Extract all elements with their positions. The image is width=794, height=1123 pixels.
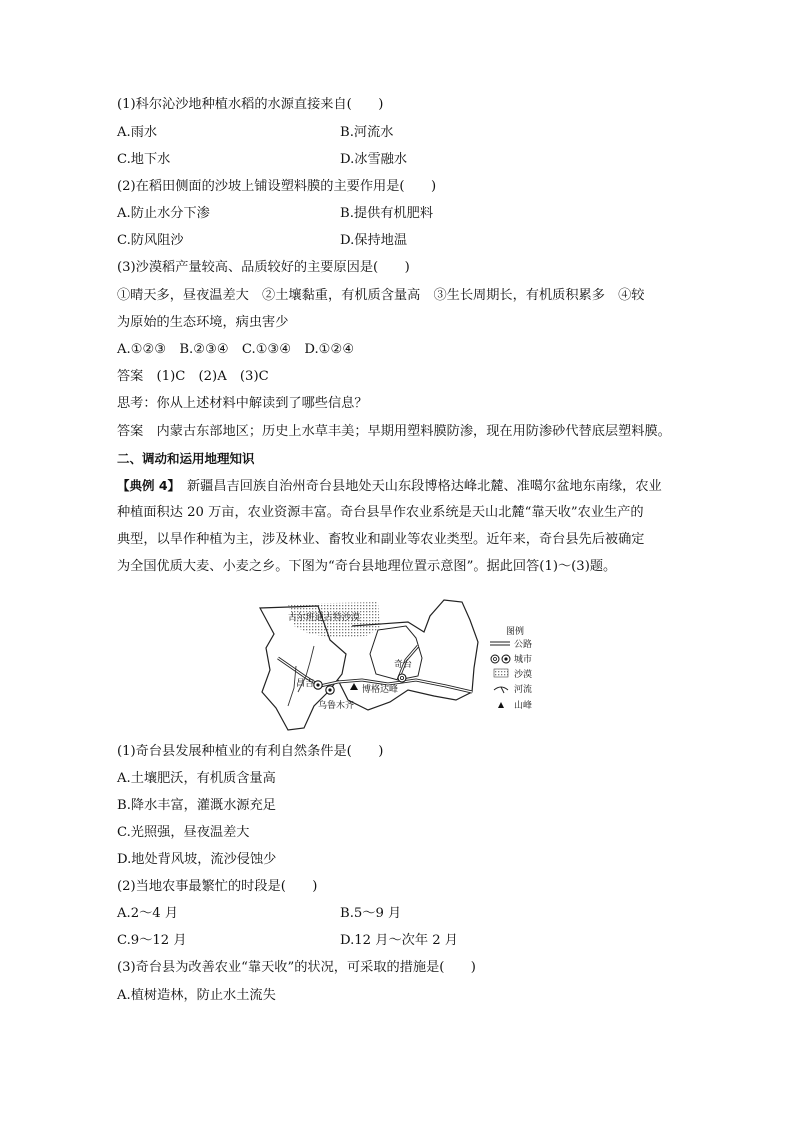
q1-3-options: A.①②③ B.②③④ C.①③④ D.①②④ bbox=[117, 342, 355, 357]
urumqi-city-dot bbox=[328, 688, 331, 691]
think-question: 思考：你从上述材料中解读到了哪些信息？ bbox=[117, 396, 368, 411]
urumqi-label: 乌鲁木齐 bbox=[318, 701, 355, 711]
qitai-label: 奇台 bbox=[394, 660, 413, 670]
q1-1-stem: (1)科尔沁沙地种植水稻的水源直接来自( ) bbox=[117, 97, 384, 112]
q1-2-stem: (2)在稻田侧面的沙坡上铺设塑料膜的主要作用是( ) bbox=[117, 179, 437, 194]
q4-1-option-c: C.光照强，昼夜温差大 bbox=[117, 825, 250, 840]
q4-3-option-a: A.植树造林，防止水土流失 bbox=[117, 988, 276, 1003]
q1-2-option-a: A.防止水分下渗 bbox=[117, 206, 210, 221]
example4-tag: 【典例 4】 bbox=[117, 478, 174, 493]
example4-line3: 典型，以旱作种植为主，涉及林业、畜牧业和副业等农业类型。近年来，奇台县先后被确定 bbox=[117, 532, 645, 547]
river-2 bbox=[288, 666, 296, 706]
changji-city-dot bbox=[316, 683, 319, 686]
q1-1-option-b: B.河流水 bbox=[340, 125, 394, 140]
q1-1-option-a: A.雨水 bbox=[117, 125, 158, 140]
legend-desert-swatch bbox=[494, 669, 508, 677]
q4-2-option-b: B.5～9 月 bbox=[340, 906, 402, 921]
example4-line1-text: 新疆昌吉回族自治州奇台县地处天山东段博格达峰北麓、准噶尔盆地东南缘，农业 bbox=[173, 479, 662, 494]
answer-1: 答案 (1)C (2)A (3)C bbox=[117, 369, 269, 384]
legend-road-label: 公路 bbox=[514, 640, 533, 650]
q1-3-choices-line2: 为原始的生态环境，病虫害少 bbox=[117, 315, 289, 330]
peak-label: 博格达峰 bbox=[362, 685, 399, 695]
q1-1-option-d: D.冰雪融水 bbox=[340, 152, 408, 167]
example4-line1 bbox=[117, 477, 662, 496]
q1-2-option-c: C.防风阻沙 bbox=[117, 233, 184, 248]
legend-title: 图例 bbox=[506, 627, 525, 637]
qitai-boundary bbox=[370, 626, 422, 680]
legend-desert-label: 沙漠 bbox=[514, 670, 533, 680]
q4-1-option-d: D.地处背风坡，流沙侵蚀少 bbox=[117, 852, 277, 867]
desert-label: 古尔班通古特沙漠 bbox=[288, 613, 361, 623]
answer-2: 答案 内蒙古东部地区；历史上水草丰美；早期用塑料膜防渗，现在用防渗砂代替底层塑料膜。 bbox=[117, 424, 671, 439]
bogda-peak-icon bbox=[350, 683, 358, 690]
q4-2-option-c: C.9～12 月 bbox=[117, 933, 187, 948]
q1-3-choices-line1: ①晴天多，昼夜温差大 ②土壤黏重，有机质含量高 ③生长周期长，有机质积累多 ④较 bbox=[117, 288, 645, 303]
legend-city-icon-1-inner bbox=[494, 658, 497, 661]
q4-1-stem: (1)奇台县发展种植业的有利自然条件是( ) bbox=[117, 744, 384, 759]
legend-peak-label: 山峰 bbox=[514, 701, 533, 711]
map-svg bbox=[258, 596, 540, 732]
q1-1-option-c: C.地下水 bbox=[117, 152, 171, 167]
q4-2-option-a: A.2～4 月 bbox=[117, 906, 179, 921]
q4-2-option-d: D.12 月～次年 2 月 bbox=[340, 933, 458, 948]
q1-2-option-b: B.提供有机肥料 bbox=[340, 206, 434, 221]
q1-3-stem: (3)沙漠稻产量较高、品质较好的主要原因是( ) bbox=[117, 260, 410, 275]
legend-city-icon-2-inner bbox=[504, 657, 507, 660]
section-heading: 二、调动和运用地理知识 bbox=[117, 451, 255, 466]
legend-river-label: 河流 bbox=[514, 685, 533, 695]
changji-label: 昌吉 bbox=[296, 679, 315, 689]
q4-2-stem: (2)当地农事最繁忙的时段是( ) bbox=[117, 879, 318, 894]
q1-2-option-d: D.保持地温 bbox=[340, 233, 408, 248]
q4-1-option-a: A.土壤肥沃，有机质含量高 bbox=[117, 771, 276, 786]
qitai-location-map bbox=[258, 596, 540, 732]
example4-line2: 种植面积达 20 万亩，农业资源丰富。奇台县旱作农业系统是天山北麓“靠天收”农业生产的 bbox=[117, 505, 644, 520]
legend-city-label: 城市 bbox=[514, 655, 533, 665]
q4-3-stem: (3)奇台县为改善农业“靠天收”的状况，可采取的措施是( ) bbox=[117, 960, 476, 975]
q4-1-option-b: B.降水丰富，灌溉水源充足 bbox=[117, 798, 276, 813]
qitai-city-dot bbox=[400, 676, 403, 679]
example4-line4: 为全国优质大麦、小麦之乡。下图为“奇台县地理位置示意图”。据此回答(1)～(3)题。 bbox=[117, 559, 617, 574]
legend-peak-icon bbox=[498, 702, 504, 708]
